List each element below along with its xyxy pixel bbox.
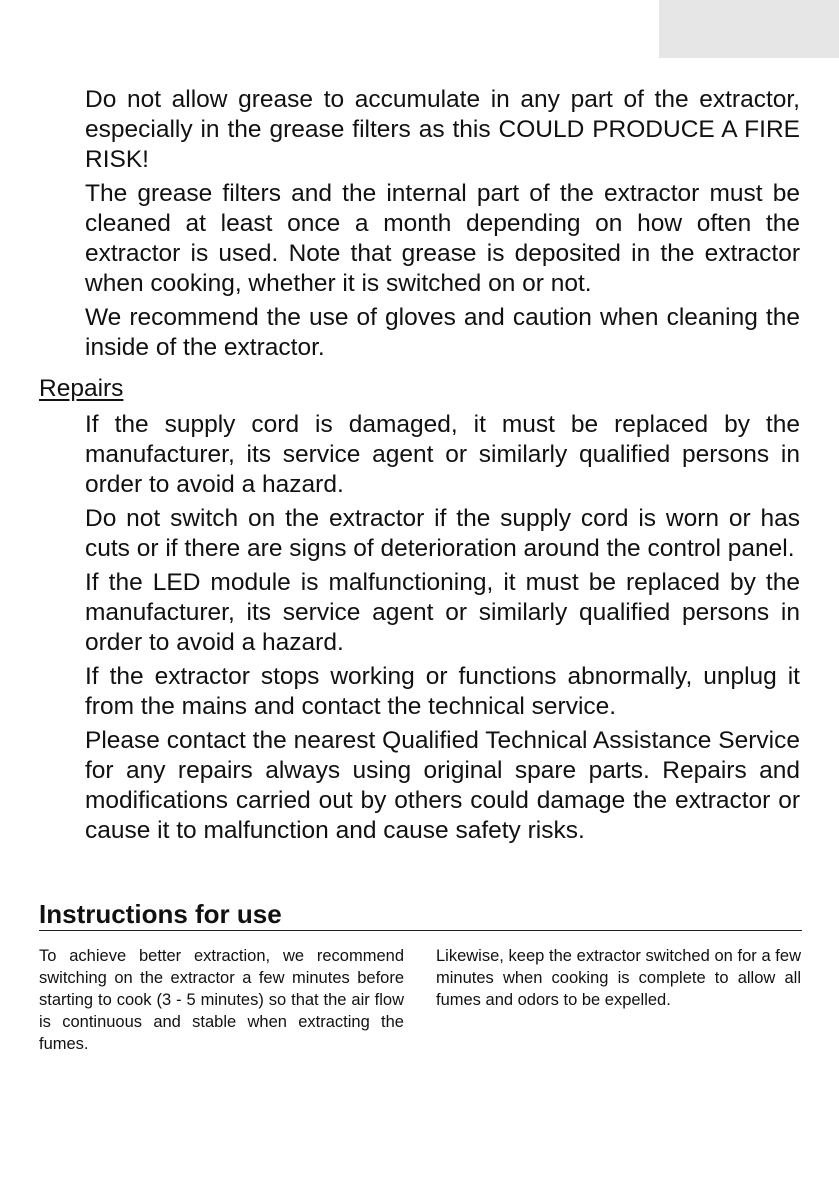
intro-section	[85, 85, 800, 367]
section-divider	[39, 930, 802, 931]
repairs-paragraph: If the LED module is malfunctioning, it must be replaced by the manufacturer, its service agent or similarly qualified persons in order to avoid a hazard.	[85, 569, 800, 656]
intro-paragraph: Do not allow grease to accumulate in any part of the extractor, especially in the grease filters as this COULD PRODUCE A FIRE RISK!	[85, 86, 800, 173]
repairs-paragraph: If the supply cord is damaged, it must be replaced by the manufacturer, its service agent or similarly qualified persons in order to avoid a hazard.	[85, 411, 800, 498]
intro-paragraph: We recommend the use of gloves and caution when cleaning the inside of the extractor.	[85, 304, 800, 361]
intro-paragraph: The grease filters and the internal part of the extractor must be cleaned at least once a month depending on how often the extractor is used. Note that grease is deposited in the extractor when cooking, whether it is switched on or not.	[85, 180, 800, 297]
instructions-heading: Instructions for use	[39, 899, 282, 929]
instructions-right-column	[436, 945, 801, 1011]
instructions-paragraph: Likewise, keep the extractor switched on for a few minutes when cooking is complete to allow all fumes and odors to be expelled.	[436, 947, 801, 1009]
repairs-heading: Repairs	[39, 375, 124, 402]
repairs-paragraph: Do not switch on the extractor if the supply cord is worn or has cuts or if there are signs of deterioration around the control panel.	[85, 505, 800, 562]
page-corner-tab	[659, 0, 839, 58]
instructions-left-column	[39, 945, 404, 1055]
instructions-paragraph: To achieve better extraction, we recommend switching on the extractor a few minutes before starting to cook (3 - 5 minutes) so that the air flow is continuous and stable when extracting the fumes.	[39, 947, 404, 1053]
repairs-paragraph: If the extractor stops working or functions abnormally, unplug it from the mains and contact the technical service.	[85, 663, 800, 720]
repairs-paragraph: Please contact the nearest Qualified Technical Assistance Service for any repairs always using original spare parts. Repairs and modifications carried out by others could damage the extractor or cause it to malfunction and cause safety risks.	[85, 727, 800, 844]
repairs-section	[85, 410, 800, 850]
